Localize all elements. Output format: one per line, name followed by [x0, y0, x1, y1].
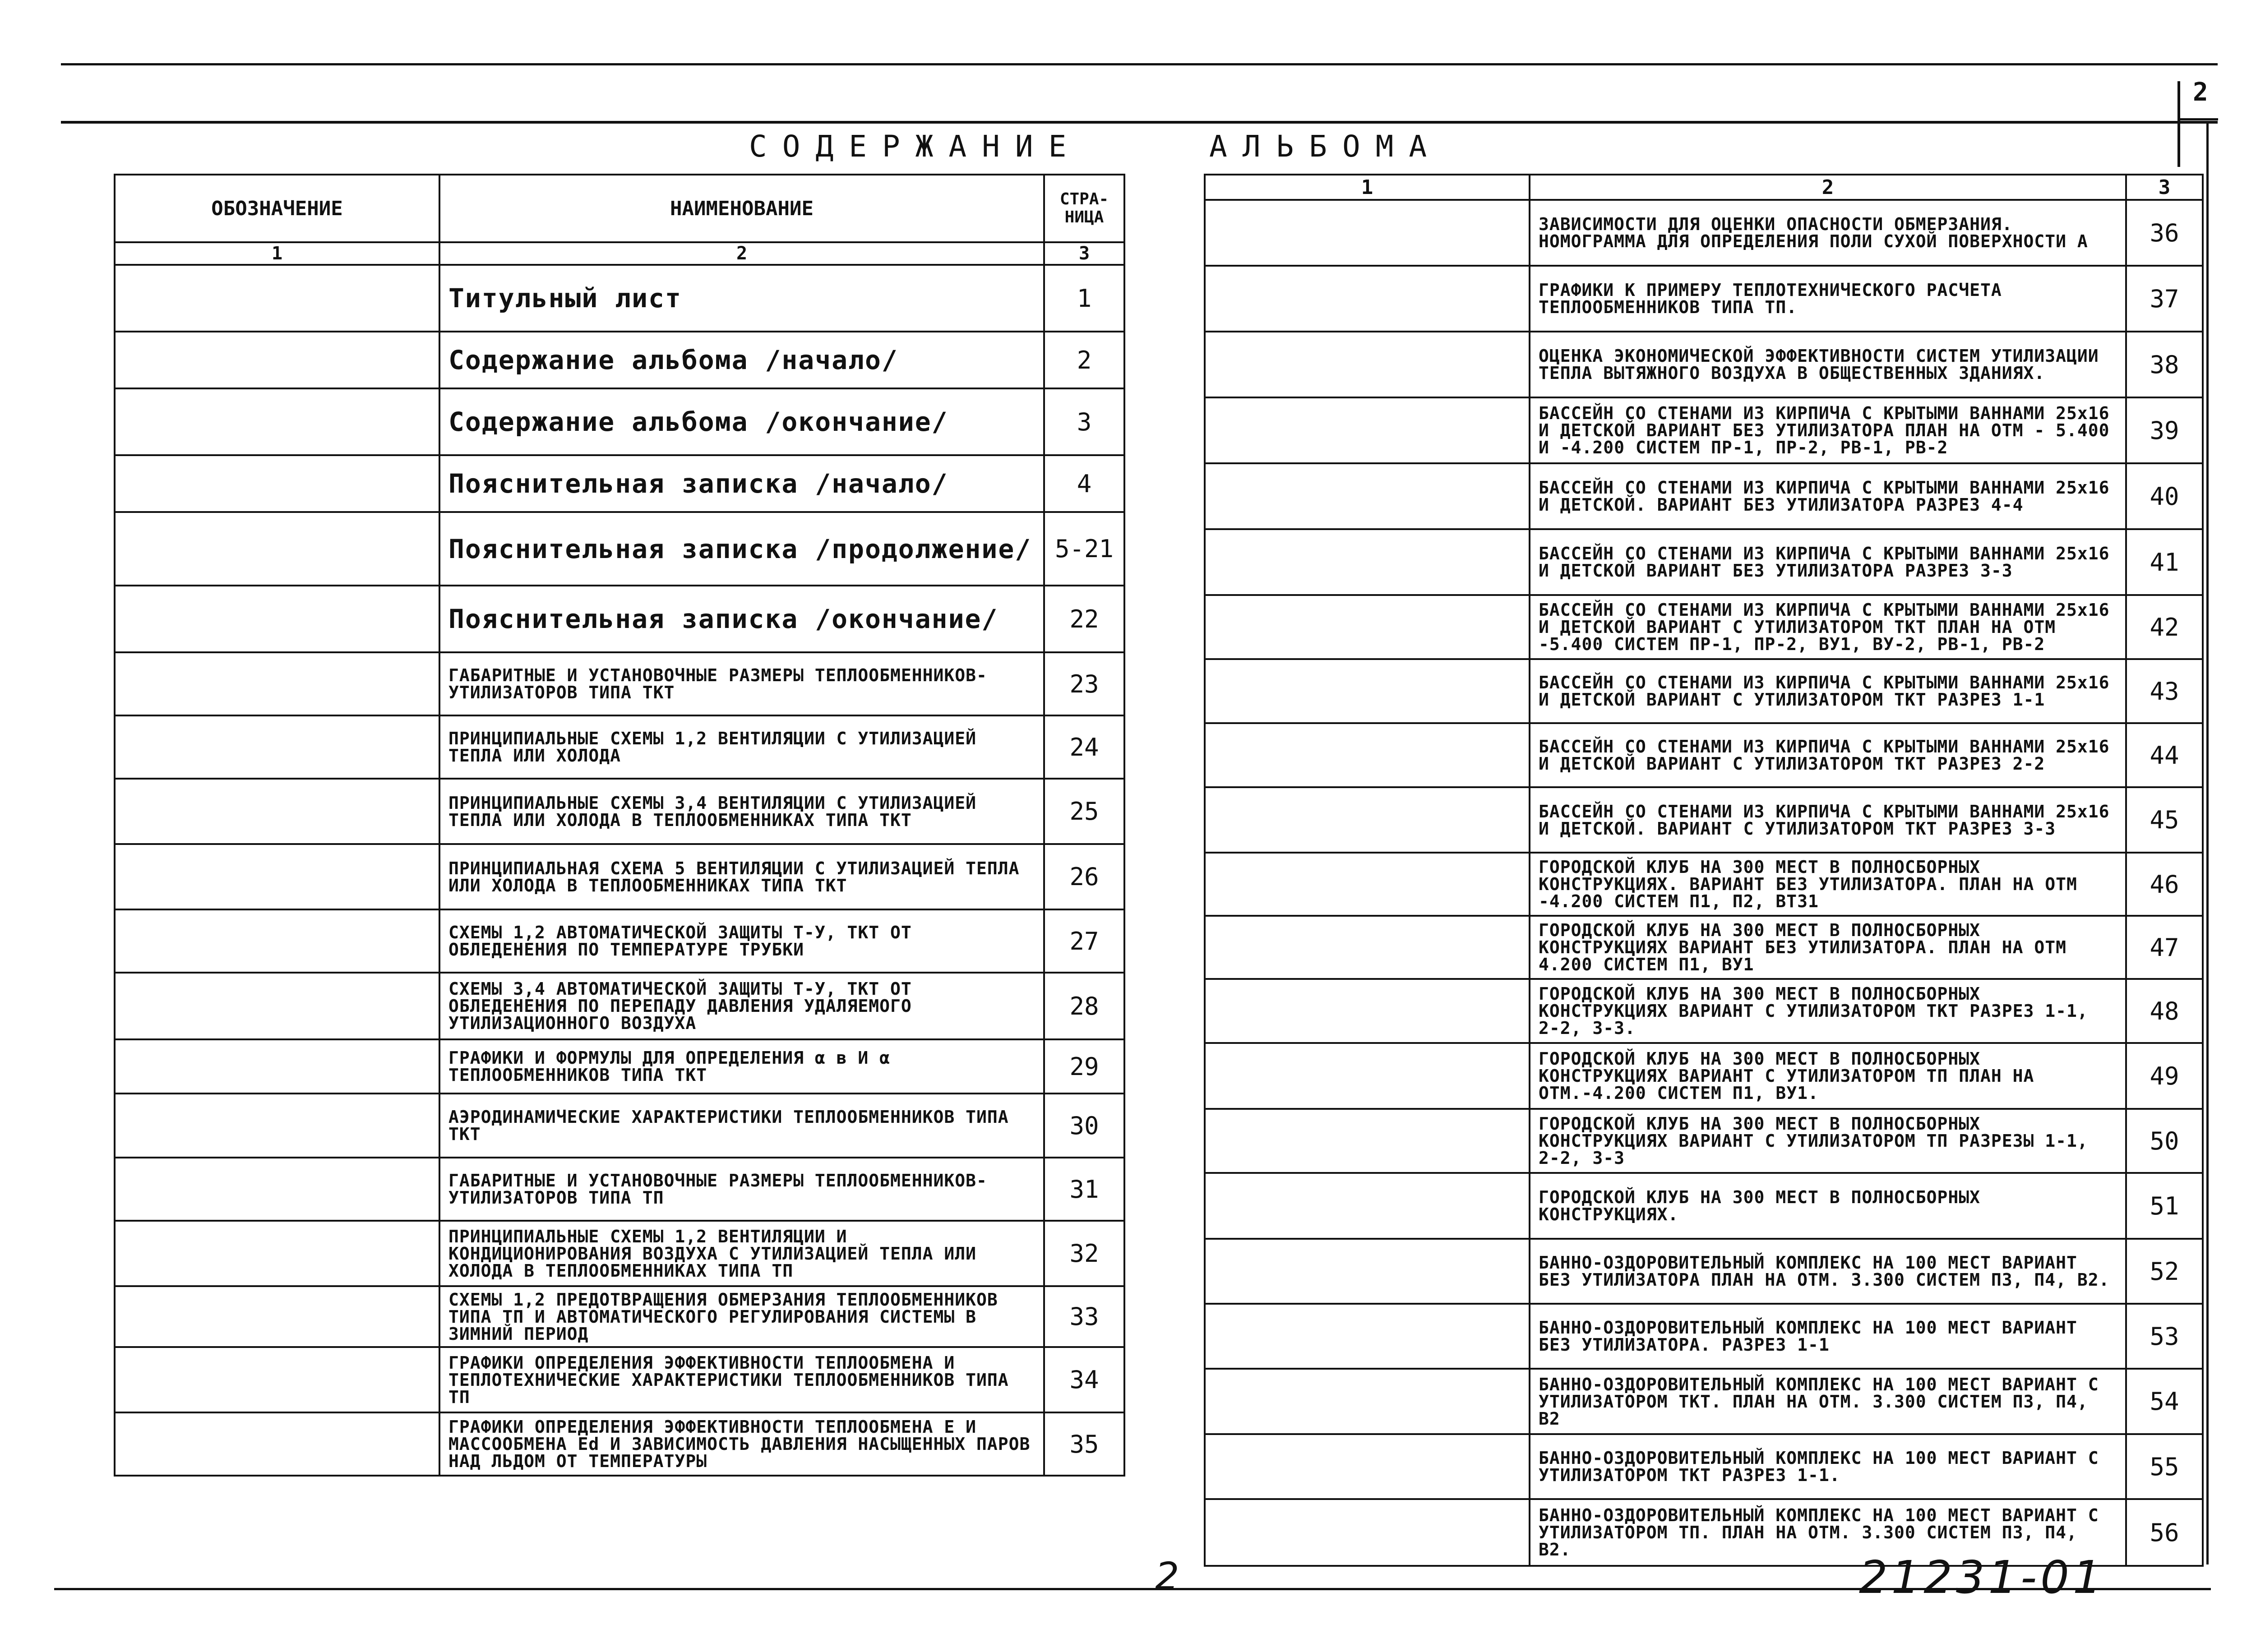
entry-page: 52 [2126, 1239, 2203, 1304]
column-number: 2 [1530, 175, 2126, 200]
entry-page: 36 [2126, 200, 2203, 266]
entry-name: ГОРОДСКОЙ КЛУБ НА 300 МЕСТ В ПОЛНОСБОРНЫХ КОНСТРУКЦИЯХ ВАРИАНТ С УТИЛИЗАТОРОМ ТП ПЛАН НА ОТМ.-4.200 СИСТЕМ П1, ВУ1. [1530, 1043, 2126, 1109]
designation-cell [115, 1412, 439, 1476]
toc-row [1205, 1109, 2203, 1173]
right-border [2206, 121, 2209, 1564]
entry-name: СХЕМЫ 1,2 АВТОМАТИЧЕСКОЙ ЗАЩИТЫ Т-У, ТКТ ОТ ОБЛЕДЕНЕНИЯ ПО ТЕМПЕРАТУРЕ ТРУБКИ [439, 909, 1044, 973]
entry-page: 43 [2126, 659, 2203, 723]
entry-page: 37 [2126, 266, 2203, 332]
toc-row [1205, 1173, 2203, 1239]
toc-row [115, 1286, 1124, 1347]
entry-name: ГРАФИКИ И ФОРМУЛЫ ДЛЯ ОПРЕДЕЛЕНИЯ α в И α ТЕПЛООБМЕННИКОВ ТИПА ТКТ [439, 1039, 1044, 1094]
designation-cell [115, 652, 439, 715]
entry-name: Пояснительная записка /начало/ [439, 455, 1044, 512]
entry-page: 40 [2126, 463, 2203, 529]
toc-row [1205, 1043, 2203, 1109]
designation-cell [1205, 397, 1530, 463]
entry-name: БАННО-ОЗДОРОВИТЕЛЬНЫЙ КОМПЛЕКС НА 100 МЕСТ ВАРИАНТ С УТИЛИЗАТОРОМ ТП. ПЛАН НА ОТМ. 3.300 СИСТЕМ П3, П4, В2. [1530, 1499, 2126, 1566]
entry-page: 28 [1044, 973, 1124, 1039]
entry-page: 48 [2126, 979, 2203, 1043]
toc-row [1205, 1434, 2203, 1499]
toc-row [115, 1221, 1124, 1286]
entry-name: Содержание альбома /начало/ [439, 332, 1044, 388]
toc-row [1205, 200, 2203, 266]
entry-page: 54 [2126, 1369, 2203, 1434]
entry-name: ГОРОДСКОЙ КЛУБ НА 300 МЕСТ В ПОЛНОСБОРНЫХ КОНСТРУКЦИЯХ ВАРИАНТ С УТИЛИЗАТОРОМ ТКТ РАЗРЕЗ 1-1, 2-2, 3-3. [1530, 979, 2126, 1043]
designation-cell [1205, 659, 1530, 723]
designation-cell [1205, 1499, 1530, 1566]
toc-row [1205, 397, 2203, 463]
header-rule [61, 121, 2218, 124]
designation-cell [115, 1221, 439, 1286]
entry-name: ГОРОДСКОЙ КЛУБ НА 300 МЕСТ В ПОЛНОСБОРНЫХ КОНСТРУКЦИЯХ. ВАРИАНТ БЕЗ УТИЛИЗАТОРА. ПЛАН НА ОТМ -4.200 СИСТЕМ П1, П2, ВТ31 [1530, 853, 2126, 916]
toc-row [115, 715, 1124, 779]
designation-cell [1205, 1369, 1530, 1434]
designation-cell [1205, 853, 1530, 916]
entry-name: ГОРОДСКОЙ КЛУБ НА 300 МЕСТ В ПОЛНОСБОРНЫХ КОНСТРУКЦИЯХ ВАРИАНТ С УТИЛИЗАТОРОМ ТП РАЗРЕЗЫ 1-1, 2-2, 3-3 [1530, 1109, 2126, 1173]
designation-cell [1205, 1304, 1530, 1369]
entry-name: ЗАВИСИМОСТИ ДЛЯ ОЦЕНКИ ОПАСНОСТИ ОБМЕРЗАНИЯ. НОМОГРАММА ДЛЯ ОПРЕДЕЛЕНИЯ ПОЛИ СУХОЙ ПОВЕРХНОСТИ A [1530, 200, 2126, 266]
toc-row [115, 779, 1124, 844]
entry-name: БАННО-ОЗДОРОВИТЕЛЬНЫЙ КОМПЛЕКС НА 100 МЕСТ ВАРИАНТ С УТИЛИЗАТОРОМ ТКТ. ПЛАН НА ОТМ. 3.300 СИСТЕМ П3, П4, В2 [1530, 1369, 2126, 1434]
toc-row [115, 1039, 1124, 1094]
sheet-number: 2 [2193, 78, 2208, 107]
entry-name: БАССЕЙН СО СТЕНАМИ ИЗ КИРПИЧА С КРЫТЫМИ ВАННАМИ 25x16 И ДЕТСКОЙ ВАРИАНТ С УТИЛИЗАТОРОМ ТКТ ПЛАН НА ОТМ -5.400 СИСТЕМ ПР-1, ПР-2, ВУ1, ВУ-2, РВ-1, РВ-2 [1530, 595, 2126, 659]
entry-name: СХЕМЫ 1,2 ПРЕДОТВРАЩЕНИЯ ОБМЕРЗАНИЯ ТЕПЛООБМЕННИКОВ ТИПА ТП И АВТОМАТИЧЕСКОГО РЕГУЛИРОВАНИЯ СИСТЕМЫ В ЗИМНИЙ ПЕРИОД [439, 1286, 1044, 1347]
entry-page: 26 [1044, 844, 1124, 909]
header-name: НАИМЕНОВАНИЕ [439, 175, 1044, 242]
designation-cell [115, 779, 439, 844]
designation-cell [115, 844, 439, 909]
entry-page: 31 [1044, 1158, 1124, 1221]
entry-page: 51 [2126, 1173, 2203, 1239]
column-number: 2 [439, 242, 1044, 265]
entry-page: 49 [2126, 1043, 2203, 1109]
album-title-right: АЛЬБОМА [1209, 129, 1442, 164]
toc-row [115, 1094, 1124, 1158]
entry-page: 38 [2126, 332, 2203, 397]
designation-cell [1205, 529, 1530, 595]
entry-name: ГОРОДСКОЙ КЛУБ НА 300 МЕСТ В ПОЛНОСБОРНЫХ КОНСТРУКЦИЯХ. [1530, 1173, 2126, 1239]
entry-name: БАССЕЙН СО СТЕНАМИ ИЗ КИРПИЧА С КРЫТЫМИ ВАННАМИ 25x16 И ДЕТСКОЙ ВАРИАНТ С УТИЛИЗАТОРОМ ТКТ РАЗРЕЗ 2-2 [1530, 723, 2126, 787]
entry-page: 39 [2126, 397, 2203, 463]
toc-row [115, 1347, 1124, 1412]
designation-cell [1205, 1173, 1530, 1239]
toc-row [115, 455, 1124, 512]
entry-name: Пояснительная записка /окончание/ [439, 586, 1044, 652]
toc-row [115, 1158, 1124, 1221]
entry-name: ГАБАРИТНЫЕ И УСТАНОВОЧНЫЕ РАЗМЕРЫ ТЕПЛООБМЕННИКОВ- УТИЛИЗАТОРОВ ТИПА ТП [439, 1158, 1044, 1221]
entry-name: БАССЕЙН СО СТЕНАМИ ИЗ КИРПИЧА С КРЫТЫМИ ВАННАМИ 25x16 И ДЕТСКОЙ ВАРИАНТ БЕЗ УТИЛИЗАТОРА РАЗРЕЗ 3-3 [1530, 529, 2126, 595]
toc-row [115, 909, 1124, 973]
designation-cell [1205, 1109, 1530, 1173]
designation-cell [115, 332, 439, 388]
top-rule [61, 63, 2218, 65]
toc-table-right [1204, 174, 2204, 1567]
column-number: 3 [2126, 175, 2203, 200]
page-number: 2 [1155, 1554, 1179, 1598]
entry-page: 2 [1044, 332, 1124, 388]
entry-name: ГРАФИКИ ОПРЕДЕЛЕНИЯ ЭФФЕКТИВНОСТИ ТЕПЛООБМЕНА И ТЕПЛОТЕХНИЧЕСКИЕ ХАРАКТЕРИСТИКИ ТЕПЛООБМЕННИКОВ ТИПА ТП [439, 1347, 1044, 1412]
designation-cell [1205, 979, 1530, 1043]
entry-name: БАССЕЙН СО СТЕНАМИ ИЗ КИРПИЧА С КРЫТЫМИ ВАННАМИ 25x16 И ДЕТСКОЙ. ВАРИАНТ БЕЗ УТИЛИЗАТОРА РАЗРЕЗ 4-4 [1530, 463, 2126, 529]
toc-row [115, 265, 1124, 332]
toc-row [1205, 659, 2203, 723]
toc-row [115, 586, 1124, 652]
sheet-box-bottom [2177, 118, 2218, 120]
toc-row [1205, 1304, 2203, 1369]
designation-cell [1205, 1043, 1530, 1109]
entry-page: 24 [1044, 715, 1124, 779]
entry-page: 30 [1044, 1094, 1124, 1158]
entry-name: ОЦЕНКА ЭКОНОМИЧЕСКОЙ ЭФФЕКТИВНОСТИ СИСТЕМ УТИЛИЗАЦИИ ТЕПЛА ВЫТЯЖНОГО ВОЗДУХА В ОБЩЕСТВЕННЫХ ЗДАНИЯХ. [1530, 332, 2126, 397]
entry-name: Содержание альбома /окончание/ [439, 388, 1044, 455]
header-page: СТРА- НИЦА [1044, 175, 1124, 242]
entry-name: ПРИНЦИПИАЛЬНЫЕ СХЕМЫ 3,4 ВЕНТИЛЯЦИИ С УТИЛИЗАЦИЕЙ ТЕПЛА ИЛИ ХОЛОДА В ТЕПЛООБМЕННИКАХ ТИПА ТКТ [439, 779, 1044, 844]
entry-page: 41 [2126, 529, 2203, 595]
toc-row [115, 512, 1124, 586]
entry-page: 35 [1044, 1412, 1124, 1476]
designation-cell [115, 909, 439, 973]
designation-cell [1205, 332, 1530, 397]
toc-row [1205, 853, 2203, 916]
toc-row [1205, 332, 2203, 397]
entry-page: 45 [2126, 787, 2203, 853]
designation-cell [1205, 1434, 1530, 1499]
entry-page: 46 [2126, 853, 2203, 916]
entry-page: 22 [1044, 586, 1124, 652]
entry-name: Пояснительная записка /продолжение/ [439, 512, 1044, 586]
column-number: 3 [1044, 242, 1124, 265]
designation-cell [115, 715, 439, 779]
entry-page: 33 [1044, 1286, 1124, 1347]
toc-row [115, 844, 1124, 909]
toc-row [1205, 787, 2203, 853]
toc-row [1205, 1369, 2203, 1434]
toc-row [1205, 1239, 2203, 1304]
designation-cell [115, 1286, 439, 1347]
entry-page: 56 [2126, 1499, 2203, 1566]
entry-page: 29 [1044, 1039, 1124, 1094]
entry-page: 23 [1044, 652, 1124, 715]
entry-name: БАННО-ОЗДОРОВИТЕЛЬНЫЙ КОМПЛЕКС НА 100 МЕСТ ВАРИАНТ БЕЗ УТИЛИЗАТОРА. РАЗРЕЗ 1-1 [1530, 1304, 2126, 1369]
entry-page: 55 [2126, 1434, 2203, 1499]
entry-page: 34 [1044, 1347, 1124, 1412]
designation-cell [1205, 787, 1530, 853]
toc-row [115, 652, 1124, 715]
right-border-top [2177, 81, 2180, 167]
toc-table-left [114, 174, 1125, 1477]
designation-cell [115, 1158, 439, 1221]
entry-name: АЭРОДИНАМИЧЕСКИЕ ХАРАКТЕРИСТИКИ ТЕПЛООБМЕННИКОВ ТИПА ТКТ [439, 1094, 1044, 1158]
entry-page: 50 [2126, 1109, 2203, 1173]
toc-row [1205, 595, 2203, 659]
entry-page: 25 [1044, 779, 1124, 844]
designation-cell [115, 1094, 439, 1158]
entry-name: ПРИНЦИПИАЛЬНАЯ СХЕМА 5 ВЕНТИЛЯЦИИ С УТИЛИЗАЦИЕЙ ТЕПЛА ИЛИ ХОЛОДА В ТЕПЛООБМЕННИКАХ ТИПА ТКТ [439, 844, 1044, 909]
album-title-left: СОДЕРЖАНИЕ [749, 129, 1082, 164]
entry-page: 47 [2126, 916, 2203, 979]
designation-cell [1205, 200, 1530, 266]
entry-page: 53 [2126, 1304, 2203, 1369]
entry-page: 27 [1044, 909, 1124, 973]
designation-cell [115, 265, 439, 332]
entry-name: БАННО-ОЗДОРОВИТЕЛЬНЫЙ КОМПЛЕКС НА 100 МЕСТ ВАРИАНТ БЕЗ УТИЛИЗАТОРА ПЛАН НА ОТМ. 3.300 СИСТЕМ П3, П4, В2. [1530, 1239, 2126, 1304]
toc-row [1205, 723, 2203, 787]
entry-name: ГРАФИКИ К ПРИМЕРУ ТЕПЛОТЕХНИЧЕСКОГО РАСЧЕТА ТЕПЛООБМЕННИКОВ ТИПА ТП. [1530, 266, 2126, 332]
toc-row [115, 332, 1124, 388]
entry-page: 3 [1044, 388, 1124, 455]
designation-cell [115, 973, 439, 1039]
toc-row [1205, 266, 2203, 332]
toc-row [1205, 979, 2203, 1043]
toc-row [1205, 529, 2203, 595]
entry-name: Титульный лист [439, 265, 1044, 332]
column-number: 1 [115, 242, 439, 265]
entry-name: ГАБАРИТНЫЕ И УСТАНОВОЧНЫЕ РАЗМЕРЫ ТЕПЛООБМЕННИКОВ- УТИЛИЗАТОРОВ ТИПА ТКТ [439, 652, 1044, 715]
document-code: 21231-01 [1859, 1551, 2105, 1604]
entry-page: 4 [1044, 455, 1124, 512]
designation-cell [115, 388, 439, 455]
toc-row [115, 1412, 1124, 1476]
entry-page: 5-21 [1044, 512, 1124, 586]
toc-row [115, 388, 1124, 455]
designation-cell [115, 455, 439, 512]
entry-name: СХЕМЫ 3,4 АВТОМАТИЧЕСКОЙ ЗАЩИТЫ Т-У, ТКТ ОТ ОБЛЕДЕНЕНИЯ ПО ПЕРЕПАДУ ДАВЛЕНИЯ УДАЛЯЕМОГО УТИЛИЗАЦИОННОГО ВОЗДУХА [439, 973, 1044, 1039]
entry-name: БАССЕЙН СО СТЕНАМИ ИЗ КИРПИЧА С КРЫТЫМИ ВАННАМИ 25x16 И ДЕТСКОЙ ВАРИАНТ БЕЗ УТИЛИЗАТОРА ПЛАН НА ОТМ - 5.400 И -4.200 СИСТЕМ ПР-1, ПР-2, РВ-1, РВ-2 [1530, 397, 2126, 463]
entry-page: 44 [2126, 723, 2203, 787]
entry-page: 32 [1044, 1221, 1124, 1286]
toc-row [1205, 463, 2203, 529]
designation-cell [1205, 463, 1530, 529]
designation-cell [115, 1347, 439, 1412]
designation-cell [1205, 723, 1530, 787]
entry-page: 1 [1044, 265, 1124, 332]
entry-name: БАССЕЙН СО СТЕНАМИ ИЗ КИРПИЧА С КРЫТЫМИ ВАННАМИ 25x16 И ДЕТСКОЙ ВАРИАНТ С УТИЛИЗАТОРОМ ТКТ РАЗРЕЗ 1-1 [1530, 659, 2126, 723]
designation-cell [1205, 1239, 1530, 1304]
designation-cell [115, 1039, 439, 1094]
designation-cell [1205, 266, 1530, 332]
entry-name: БАННО-ОЗДОРОВИТЕЛЬНЫЙ КОМПЛЕКС НА 100 МЕСТ ВАРИАНТ С УТИЛИЗАТОРОМ ТКТ РАЗРЕЗ 1-1. [1530, 1434, 2126, 1499]
header-designation: ОБОЗНАЧЕНИЕ [115, 175, 439, 242]
designation-cell [115, 586, 439, 652]
entry-name: ПРИНЦИПИАЛЬНЫЕ СХЕМЫ 1,2 ВЕНТИЛЯЦИИ И КОНДИЦИОНИРОВАНИЯ ВОЗДУХА С УТИЛИЗАЦИЕЙ ТЕПЛА ИЛИ ХОЛОДА В ТЕПЛООБМЕННИКАХ ТИПА ТП [439, 1221, 1044, 1286]
toc-row [1205, 916, 2203, 979]
designation-cell [115, 512, 439, 586]
entry-page: 42 [2126, 595, 2203, 659]
entry-name: ГОРОДСКОЙ КЛУБ НА 300 МЕСТ В ПОЛНОСБОРНЫХ КОНСТРУКЦИЯХ ВАРИАНТ БЕЗ УТИЛИЗАТОРА. ПЛАН НА ОТМ 4.200 СИСТЕМ П1, ВУ1 [1530, 916, 2126, 979]
entry-name: ПРИНЦИПИАЛЬНЫЕ СХЕМЫ 1,2 ВЕНТИЛЯЦИИ С УТИЛИЗАЦИЕЙ ТЕПЛА ИЛИ ХОЛОДА [439, 715, 1044, 779]
entry-name: ГРАФИКИ ОПРЕДЕЛЕНИЯ ЭФФЕКТИВНОСТИ ТЕПЛООБМЕНА E И МАССООБМЕНА Ed И ЗАВИСИМОСТЬ ДАВЛЕНИЯ НАСЫЩЕННЫХ ПАРОВ НАД ЛЬДОМ ОТ ТЕМПЕРАТУРЫ [439, 1412, 1044, 1476]
column-number: 1 [1205, 175, 1530, 200]
toc-row [115, 973, 1124, 1039]
designation-cell [1205, 916, 1530, 979]
entry-name: БАССЕЙН СО СТЕНАМИ ИЗ КИРПИЧА С КРЫТЫМИ ВАННАМИ 25x16 И ДЕТСКОЙ. ВАРИАНТ С УТИЛИЗАТОРОМ ТКТ РАЗРЕЗ 3-3 [1530, 787, 2126, 853]
designation-cell [1205, 595, 1530, 659]
